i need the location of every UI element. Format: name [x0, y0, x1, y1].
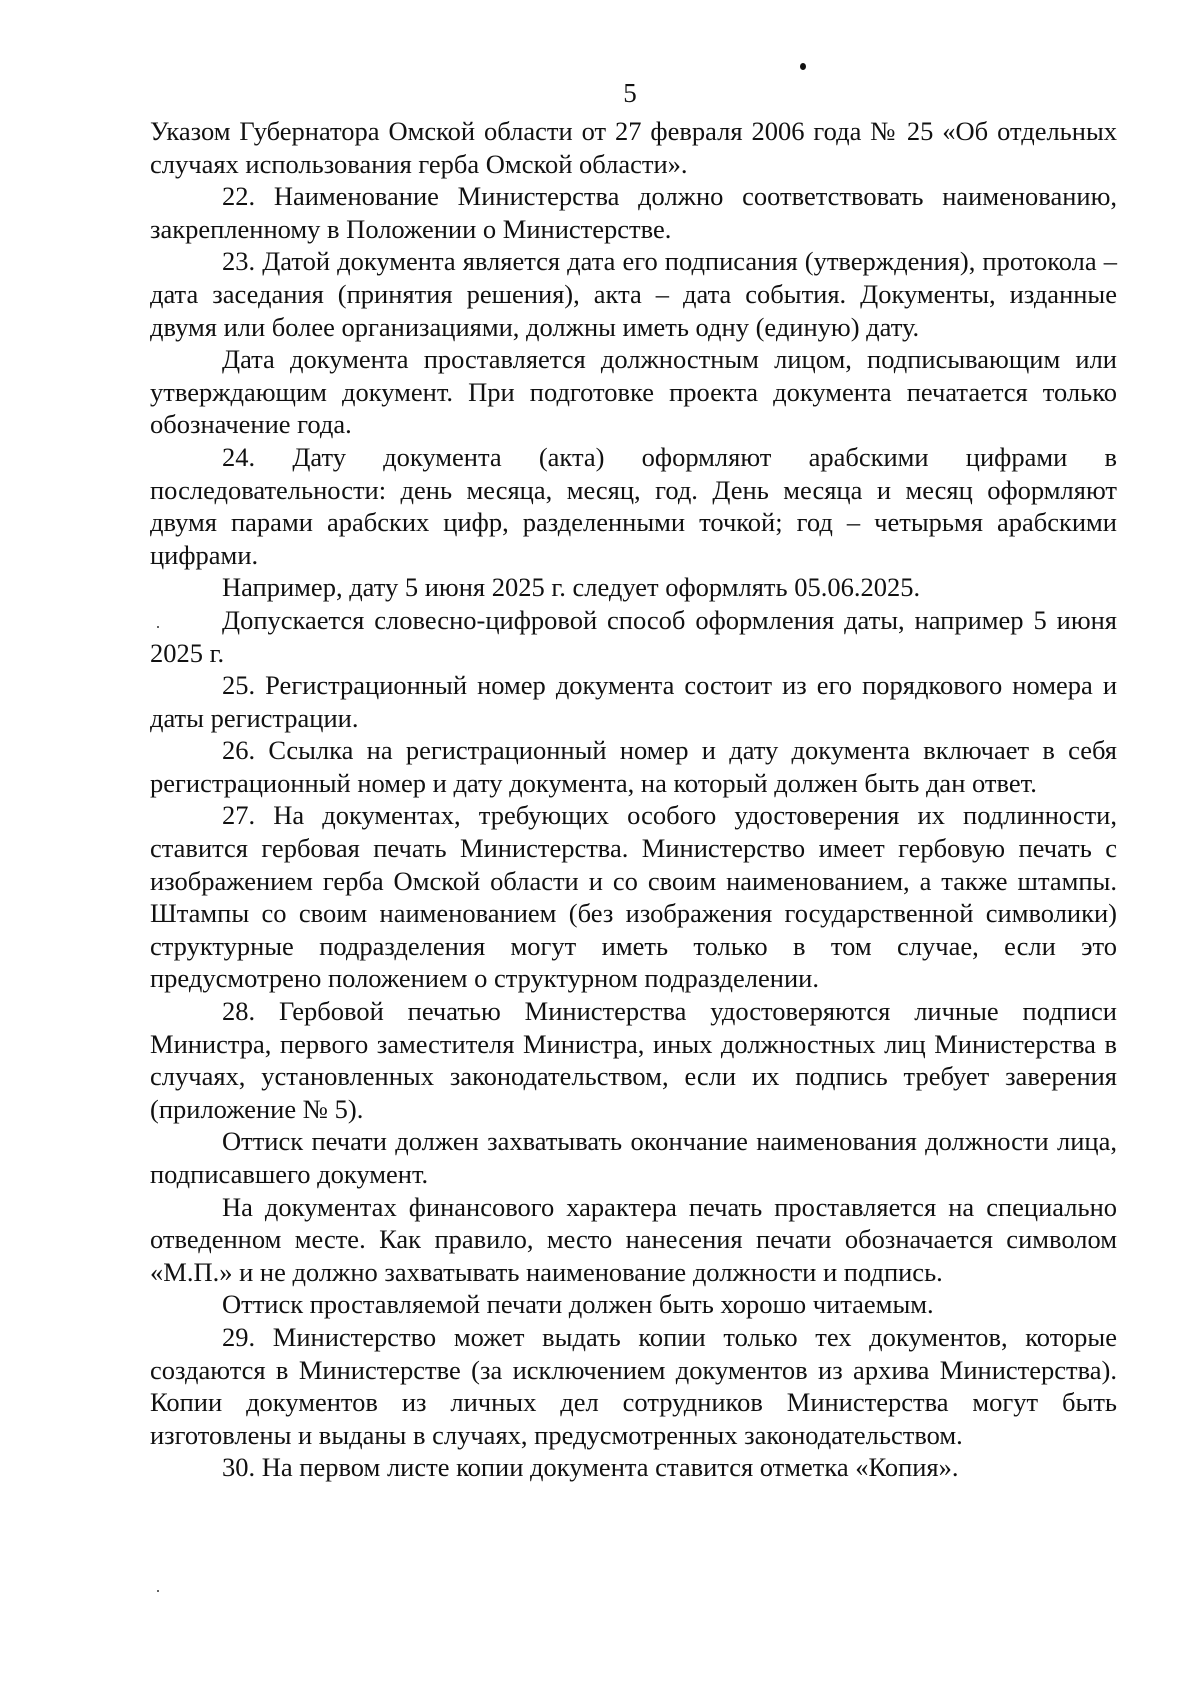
paragraph: Допускается словесно-цифровой способ оформления даты, например 5 июня 2025 г.: [150, 604, 1117, 668]
paragraph: Оттиск проставляемой печати должен быть хорошо читаемым.: [222, 1289, 934, 1320]
document-body: [150, 115, 1117, 1484]
scan-mark: [800, 63, 806, 70]
paragraph-22: 22. Наименование Министерства должно соответствовать наименованию, закрепленному в Положении о Министерстве.: [150, 181, 1117, 244]
paragraph: Оттиск печати должен захватывать окончание наименования должности лица, подписавшего документ.: [150, 1126, 1117, 1189]
paragraph-30: 30. На первом листе копии документа ставится отметка «Копия».: [222, 1452, 959, 1483]
scan-speck: [157, 1590, 159, 1592]
paragraph-28: 28. Гербовой печатью Министерства удостоверяются личные подписи Министра, первого заместителя Министра, иных должностных лиц Министерства в случаях, установленных законодательством, если их подпись требует заверения (приложение № 5).: [150, 996, 1117, 1124]
paragraph-26: 26. Ссылка на регистрационный номер и дату документа включает в себя регистрационный номер и дату документа, на который должен быть дан ответ.: [150, 735, 1117, 798]
paragraph-continuation: Указом Губернатора Омской области от 27 февраля 2006 года № 25 «Об отдельных случаях использования герба Омской области».: [150, 116, 1117, 179]
paragraph: Дата документа проставляется должностным лицом, подписывающим или утверждающим документ. При подготовке проекта документа печатается только обозначение года.: [150, 344, 1117, 440]
paragraph: На документах финансового характера печать проставляется на специально отведенном месте. Как правило, место нанесения печати обозначается символом «М.П.» и не должно захватывать наименование должности и подпись.: [150, 1191, 1117, 1287]
paragraph-24: 24. Дату документа (акта) оформляют арабскими цифрами в последовательности: день месяца, месяц, год. День месяца и месяц оформляют двумя парами арабских цифр, разделенными точкой; год – четырьмя арабскими цифрами.: [150, 441, 1117, 570]
paragraph-27: 27. На документах, требующих особого удостоверения их подлинности, ставится гербовая печать Министерства. Министерство имеет гербовую печать с изображением герба Омской области и со своим наименованием, а также штампы. Штампы со своим наименованием (без изображения государственной символики) структурные подразделения могут иметь только в том случае, если это предусмотрено положением о структурном подразделении.: [150, 800, 1117, 994]
page-number: 5: [623, 78, 637, 108]
paragraph: Например, дату 5 июня 2025 г. следует оформлять 05.06.2025.: [222, 572, 921, 603]
paragraph-29: 29. Министерство может выдать копии только тех документов, которые создаются в Министерстве (за исключением документов из архива Министерства). Копии документов из личных дел сотрудников Министерства могут быть изготовлены и выданы в случаях, предусмотренных законодательством.: [150, 1321, 1117, 1450]
paragraph-23: 23. Датой документа является дата его подписания (утверждения), протокола – дата заседания (принятия решения), акта – дата события. Документы, изданные двумя или более организациями, должны иметь одну (единую) дату.: [150, 246, 1117, 342]
paragraph-25: 25. Регистрационный номер документа состоит из его порядкового номера и даты регистрации.: [150, 670, 1117, 733]
